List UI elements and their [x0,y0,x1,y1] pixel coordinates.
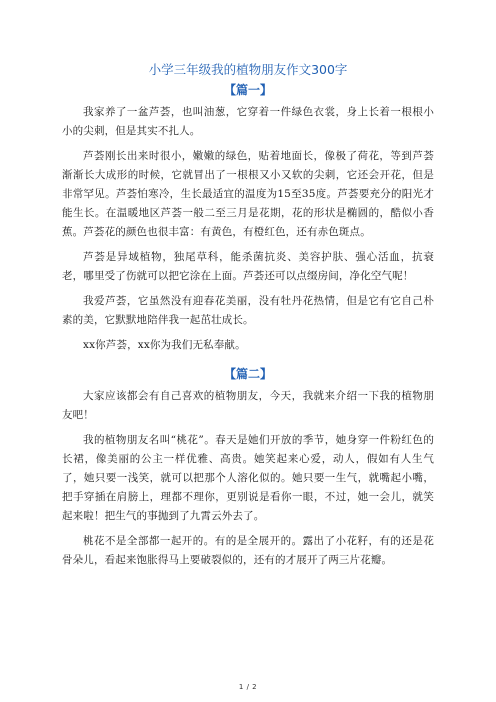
paragraph: 芦荟是异域植物，独尾草科，能杀菌抗炎、美容护肤、强心活血，抗衰老，哪里受了伤就可以把它涂在上面。芦荟还可以点缀房间，净化空气呢！ [62,251,434,282]
section-heading-1: 【篇一】 [223,83,272,97]
paragraph: xx你芦荟，xx你为我们无私奉献。 [83,339,246,351]
paragraph: 芦荟刚长出来时很小，嫩嫩的绿色，贴着地面长，像极了荷花，等到芦荟渐渐长大成形的时候，它就冒出了一根根又小又软的尖刺，它还会开花，但是非常罕见。芦荟怕寒冷，生长最适宜的温度为15至35度。芦荟要充分的阳光才能生长。在温暖地区芦荟一般二至三月是花期，花的形状是椭圆的，酷似小香蕉。芦荟花的颜色也很丰富：有黄色，有橙红色，还有赤色斑点。 [62,150,434,238]
document-title: 小学三年级我的植物朋友作文300字 [148,62,348,77]
paragraph: 桃花不是全部都一起开的。有的是全展开的。露出了小花籽，有的还是花骨朵儿，看起来饱胀得马上要破裂似的，还有的才展开了两三片花瓣。 [62,535,434,566]
paragraph: 大家应该都会有自己喜欢的植物朋友，今天，我就来介绍一下我的植物朋友吧！ [62,390,434,421]
paragraph: 我的植物朋友名叫“桃花”。春天是她们开放的季节，她身穿一件粉红色的长裙，像美丽的公主一样优雅、高贵。她笑起来心爱，动人，假如有人生气了，她只要一浅笑，就可以把那个人溶化似的。她只要一生气，就嘴起小嘴，把手穿插在肩膀上，理都不理你，更别说是看你一眼，不过，她一会儿，就笑起来啦！把生气的事抛到了九霄云外去了。 [62,434,434,522]
page-number: 1 / 2 [238,683,258,691]
paragraph: 我爱芦荟，它虽然没有迎春花美丽，没有牡丹花热情，但是它有它自己朴素的美，它默默地陪伴我一起茁壮成长。 [62,295,434,326]
document-body [62,61,434,570]
section-heading-2: 【篇二】 [223,367,272,381]
paragraph: 我家养了一盆芦荟，也叫油葱，它穿着一件绿色衣裳，身上长着一根根小小的尖刺，但是其实不扎人。 [62,106,434,137]
